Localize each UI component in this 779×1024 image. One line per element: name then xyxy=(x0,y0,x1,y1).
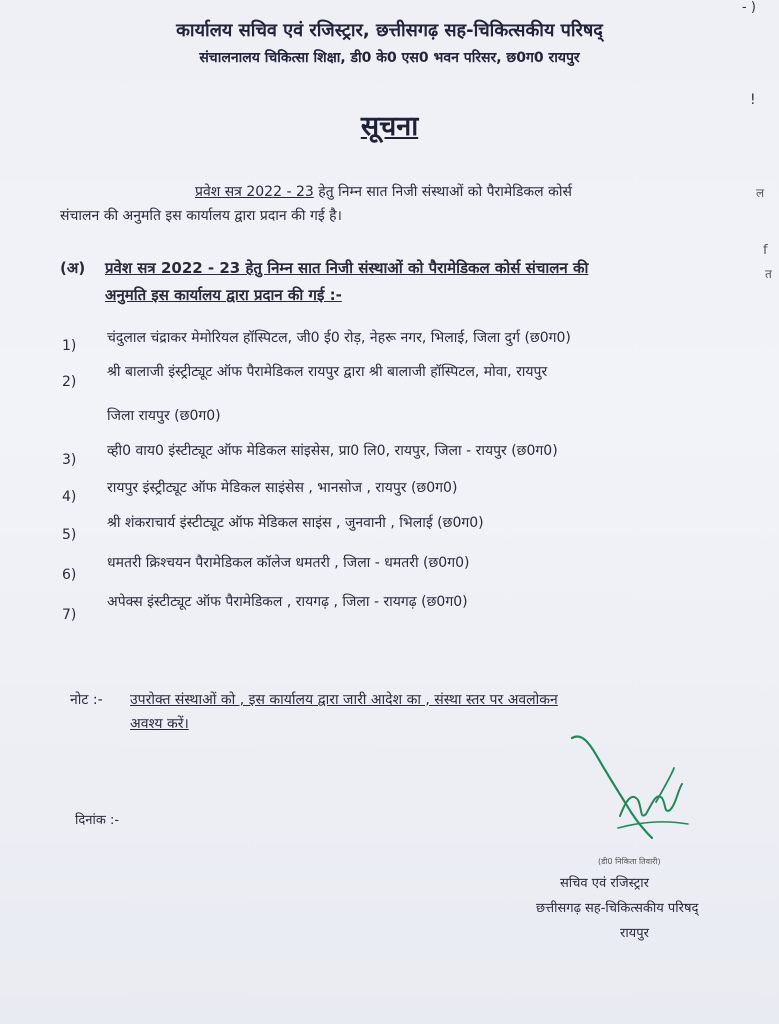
edge-mark: - ) xyxy=(742,0,756,15)
office-header-address: संचालनालय चिकित्सा शिक्षा, डी0 के0 एस0 भवन परिसर, छ0ग0 रायपुर xyxy=(199,50,580,66)
edge-mark: ! xyxy=(750,92,756,108)
list-item-number: 7) xyxy=(62,607,77,623)
intro-rest-text: हेतु निम्न सात निजी संस्थाओं को पैरामेडिकल कोर्स xyxy=(313,184,572,200)
edge-mark: ल xyxy=(756,186,765,200)
list-item-number: 4) xyxy=(62,489,77,505)
signatory-city: रायपुर xyxy=(620,926,649,941)
signatory-designation: सचिव एवं रजिस्ट्रार xyxy=(560,876,649,891)
list-item: धमतरी क्रिश्चयन पैरामेडिकल कॉलेज धमतरी , जिला - धमतरी (छ0ग0) xyxy=(107,555,470,571)
handwritten-signature xyxy=(560,730,700,845)
list-item-number: 3) xyxy=(62,452,77,468)
list-item-continuation: जिला रायपुर (छ0ग0) xyxy=(107,408,221,424)
intro-paragraph-line2: संचालन की अनुमति इस कार्यालय द्वारा प्रदान की गई है। xyxy=(60,208,342,224)
list-item: अपेक्स इंस्टीट्यूट ऑफ पैरामेडिकल , रायगढ़ , जिला - रायगढ़ (छ0ग0) xyxy=(107,594,468,610)
note-text-line1: उपरोक्त संस्थाओं को , इस कार्यालय द्वारा जारी आदेश का , संस्था स्तर पर अवलोकन xyxy=(130,692,558,708)
note-label: नोट :- xyxy=(70,692,103,708)
list-item-number: 6) xyxy=(62,567,77,583)
list-item-number: 1) xyxy=(62,338,77,354)
list-item: श्री बालाजी इंस्ट्रीट्यूट ऑफ पैरामेडिकल रायपुर द्वारा श्री बालाजी हॉस्पिटल, मोवा, रायपुर xyxy=(107,364,548,380)
list-item: व्ही0 वाय0 इंस्टीट्यूट ऑफ मेडिकल सांइसेस, प्रा0 लि0, रायपुर, जिला - रायपुर (छ0ग0) xyxy=(107,443,558,459)
signatory-name: (डी0 निकिता तिवारी) xyxy=(598,857,661,866)
edge-mark: त xyxy=(765,267,772,281)
section-a-heading-line1: प्रवेश सत्र 2022 - 23 हेतु निम्न सात निजी संस्थाओं को पैरामेडिकल कोर्स संचालन की xyxy=(105,259,589,277)
date-label: दिनांक :- xyxy=(75,813,120,828)
list-item-number: 2) xyxy=(62,374,77,390)
signatory-organization: छत्तीसगढ़ सह-चिकित्सकीय परिषद् xyxy=(536,901,699,916)
list-item: श्री शंकराचार्य इंस्टीट्यूट ऑफ मेडिकल साइंस , जुनवानी , भिलाई (छ0ग0) xyxy=(107,515,484,531)
notice-title: सूचना xyxy=(360,111,419,142)
intro-session-text: प्रवेश सत्र 2022 - 23 xyxy=(195,184,314,200)
section-a-heading-line2: अनुमति इस कार्यालय द्वारा प्रदान की गई :- xyxy=(105,286,342,304)
note-text-line2: अवश्य करें। xyxy=(130,716,189,732)
section-a-marker: (अ) xyxy=(60,259,86,277)
intro-paragraph-line1 xyxy=(195,182,572,201)
edge-mark: f xyxy=(763,243,768,258)
list-item: चंदुलाल चंद्राकर मेमोरियल हॉस्पिटल, जी0 ई0 रोड़, नेहरू नगर, भिलाई, जिला दुर्ग (छ0ग0) xyxy=(107,330,571,346)
list-item: रायपुर इंस्ट्रीट्यूट ऑफ मेडिकल साइंसेस , भानसोज , रायपुर (छ0ग0) xyxy=(107,480,458,496)
list-item-number: 5) xyxy=(62,527,77,543)
office-header-title: कार्यालय सचिव एवं रजिस्ट्रार, छत्तीसगढ़ सह-चिकित्सकीय परिषद् xyxy=(176,20,603,41)
